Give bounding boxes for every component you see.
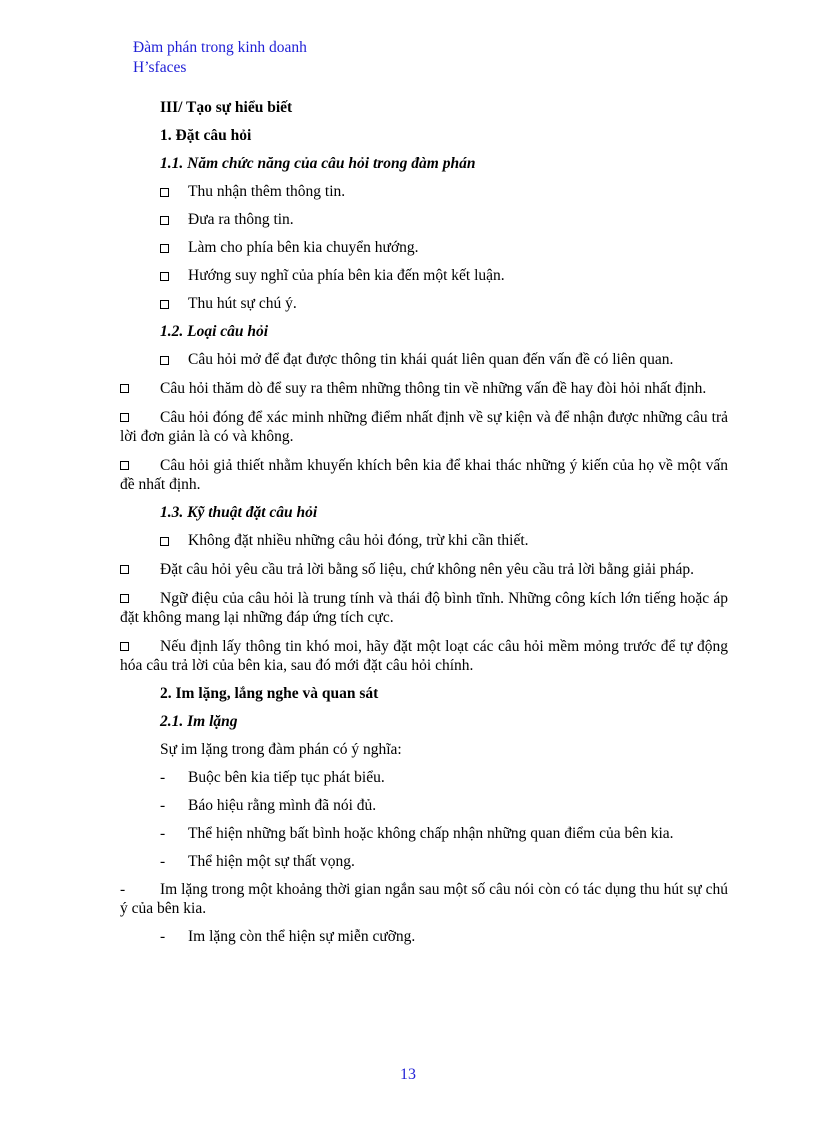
list-item: Thu hút sự chú ý.: [160, 294, 728, 313]
dash-marker: -: [160, 928, 166, 945]
list-item: - Buộc bên kia tiếp tục phát biểu.: [160, 769, 385, 786]
list-item: - Im lặng trong một khoảng thời gian ngắn sau một số câu nói còn có tác dụng thu hút sự chú ý của bên kia.: [120, 881, 728, 917]
list-item: Ngữ điệu của câu hỏi là trung tính và thái độ bình tĩnh. Những công kích lớn tiếng hoặc áp đặt không mang lại những đáp ứng tích cực.: [120, 590, 728, 626]
subsection-1-2-title: 1.2. Loại câu hỏi: [160, 323, 269, 340]
checkbox-bullet-icon: [120, 565, 129, 574]
checkbox-bullet-icon: [120, 384, 129, 393]
list-item: Câu hỏi mở để đạt được thông tin khái quát liên quan đến vấn đề có liên quan.: [160, 350, 728, 369]
checkbox-bullet-icon: [160, 244, 169, 253]
checkbox-bullet-icon: [160, 272, 169, 281]
checkbox-bullet-icon: [160, 188, 169, 197]
list-item: Làm cho phía bên kia chuyển hướng.: [160, 238, 728, 257]
subsection-1-3-title: 1.3. Kỹ thuật đặt câu hỏi: [160, 504, 318, 521]
list-item: Hướng suy nghĩ của phía bên kia đến một kết luận.: [160, 266, 728, 285]
list-item: - Thể hiện một sự thất vọng.: [160, 853, 355, 870]
dash-marker: -: [120, 881, 126, 898]
page-number: 13: [400, 1066, 416, 1083]
header-title: Đàm phán trong kinh doanh: [133, 39, 307, 56]
document-body: [120, 98, 728, 955]
subsection-1-title: 1. Đặt câu hỏi: [160, 127, 252, 144]
dash-marker: -: [160, 853, 166, 870]
section-title: III/ Tạo sự hiểu biết: [160, 99, 293, 116]
checkbox-bullet-icon: [160, 356, 169, 365]
page-header: [133, 38, 307, 78]
list-item: Nếu định lấy thông tin khó moi, hãy đặt một loạt các câu hỏi mềm mỏng trước để tự động hóa câu trả lời của bên kia, sau đó mới đặt câu hỏi chính.: [120, 638, 728, 674]
dash-marker: -: [160, 769, 166, 786]
checkbox-bullet-icon: [120, 594, 129, 603]
checkbox-bullet-icon: [160, 537, 169, 546]
subsection-1-1-title: 1.1. Năm chức năng của câu hỏi trong đàm phán: [160, 155, 476, 172]
checkbox-bullet-icon: [160, 216, 169, 225]
checkbox-bullet-icon: [120, 461, 129, 470]
checkbox-bullet-icon: [120, 642, 129, 651]
list-item: Đưa ra thông tin.: [160, 210, 728, 229]
intro-text: Sự im lặng trong đàm phán có ý nghĩa:: [160, 741, 402, 758]
dash-marker: -: [160, 825, 166, 842]
list-item: Không đặt nhiều những câu hỏi đóng, trừ khi cần thiết.: [160, 531, 728, 550]
dash-marker: -: [160, 797, 166, 814]
list-item: Câu hỏi giả thiết nhằm khuyến khích bên kia để khai thác những ý kiến của họ về một vấn đề nhất định.: [120, 457, 728, 493]
subsection-2-1-title: 2.1. Im lặng: [160, 713, 238, 730]
list-item: Thu nhận thêm thông tin.: [160, 182, 728, 201]
list-item: - Im lặng còn thể hiện sự miễn cưỡng.: [160, 928, 416, 945]
list-item: - Thể hiện những bất bình hoặc không chấp nhận những quan điểm của bên kia.: [160, 825, 674, 842]
list-item: Câu hỏi thăm dò để suy ra thêm những thông tin về những vấn đề hay đòi hỏi nhất định.: [120, 378, 728, 398]
list-item: Đặt câu hỏi yêu cầu trả lời bằng số liệu, chứ không nên yêu cầu trả lời bằng giải pháp.: [120, 559, 728, 579]
checkbox-bullet-icon: [160, 300, 169, 309]
list-item: Câu hỏi đóng để xác minh những điểm nhất định về sự kiện và để nhận được những câu trả lời đơn giản là có và không.: [120, 409, 728, 445]
list-item: - Báo hiệu rằng mình đã nói đủ.: [160, 797, 377, 814]
checkbox-bullet-icon: [120, 413, 129, 422]
header-author: H’sfaces: [133, 59, 187, 76]
subsection-2-title: 2. Im lặng, lắng nghe và quan sát: [160, 685, 379, 702]
